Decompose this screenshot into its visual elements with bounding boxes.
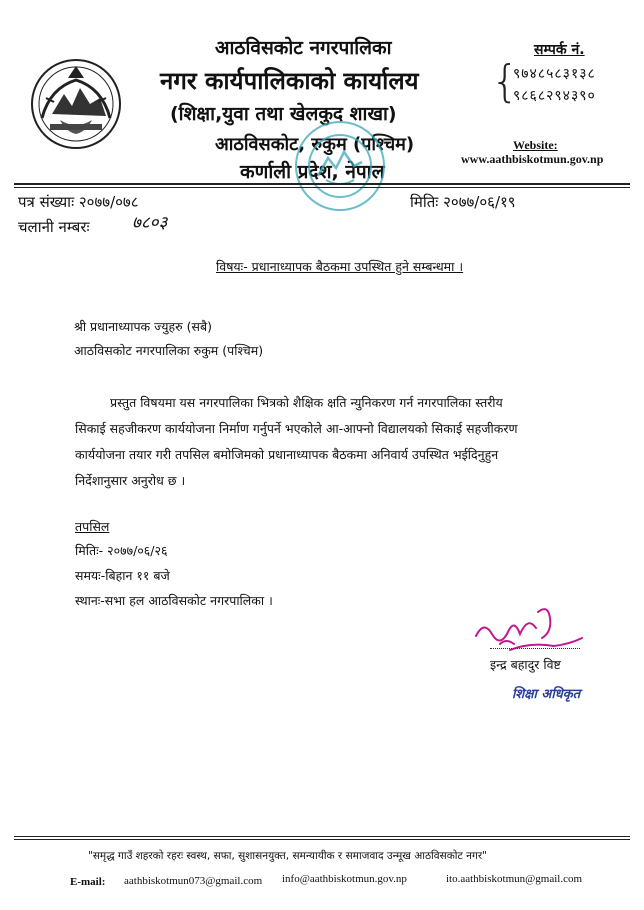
dispatch-number-value: ७८०३ <box>132 213 168 233</box>
body-paragraph-line: प्रस्तुत विषयमा यस नगरपालिका भित्रको शैक्षिक क्षति न्युनिकरण गर्न नगरपालिका स्तरीय <box>110 395 503 410</box>
dispatch-number-label: चलानी नम्बरः <box>18 218 90 236</box>
phone-number-1: ९७४८५८३१३८ <box>513 66 596 82</box>
footer-slogan: "समृद्ध गाउँ शहरको रहरः स्वस्थ, सफा, सुशासनयुक्त, समन्यायीक र समाजवाद उन्मूख आठविसकोट नगर" <box>88 850 487 862</box>
section-name: (शिक्षा,युवा तथा खेलकुद शाखा) <box>170 103 397 125</box>
meeting-date: मितिः- २०७७/०६/२६ <box>75 543 168 558</box>
addressee-line-1: श्री प्रधानाध्यापक ज्युहरु (सबै) <box>74 319 212 334</box>
email-label: E-mail: <box>70 876 106 888</box>
email-address-3[interactable]: ito.aathbiskotmun@gmail.com <box>446 873 583 885</box>
header-divider <box>14 183 630 185</box>
body-paragraph-line: सिकाई सहजीकरण कार्ययोजना निर्माण गर्नुपर्ने भएकोले आ-आफ्नो विद्यालयको सिकाई सहजीकरण <box>75 421 518 436</box>
reference-number: पत्र संख्याः २०७७/०७८ <box>18 193 139 211</box>
signature-line <box>490 648 580 649</box>
nepal-emblem-icon <box>30 58 122 150</box>
municipality-name: आठविसकोट नगरपालिका <box>215 37 392 59</box>
website-url[interactable]: www.aathbiskotmun.gov.np <box>461 152 604 166</box>
meeting-time: समयः-बिहान ११ बजे <box>75 568 170 583</box>
header-divider-thin <box>14 187 630 188</box>
email-address-2[interactable]: info@aathbiskotmun.gov.np <box>282 873 407 885</box>
province-line: कर्णाली प्रदेश, नेपाल <box>240 161 385 183</box>
signatory-title: शिक्षा अधिकृत <box>512 687 581 702</box>
body-paragraph-line: निर्देशानुसार अनुरोध छ । <box>75 473 186 488</box>
details-heading: तपसिल <box>75 519 110 534</box>
official-stamp-icon <box>292 118 388 214</box>
body-paragraph-line: कार्ययोजना तयार गरी तपसिल बमोजिमको प्रधानाध्यापक बैठकमा अनिवार्य उपस्थित भईदिनुहुन <box>75 447 499 462</box>
letter-subject: विषयः- प्रधानाध्यापक बैठकमा उपस्थित हुने सम्बन्धमा । <box>216 259 464 274</box>
email-address-1[interactable]: aathbiskotmun073@gmail.com <box>124 875 263 887</box>
website-label: Website: <box>513 138 558 152</box>
letter-date: मितिः २०७७/०६/१९ <box>410 193 516 211</box>
curly-brace-icon: { <box>491 56 519 107</box>
office-name: नगर कार्यपालिकाको कार्यालय <box>160 67 419 95</box>
meeting-venue: स्थानः-सभा हल आठविसकोट नगरपालिका । <box>75 593 273 608</box>
addressee-line-2: आठविसकोट नगरपालिका रुकुम (पश्चिम) <box>74 343 264 358</box>
footer-divider <box>14 836 630 837</box>
signatory-name: इन्द्र बहादुर विष्ट <box>490 657 561 672</box>
footer-divider-thin <box>14 839 630 840</box>
contact-title: सम्पर्क नं. <box>534 42 585 58</box>
phone-number-2: ९८६८२९४३९० <box>513 88 596 104</box>
address-line: आठविसकोट, रुकुम (पश्चिम) <box>215 134 415 155</box>
